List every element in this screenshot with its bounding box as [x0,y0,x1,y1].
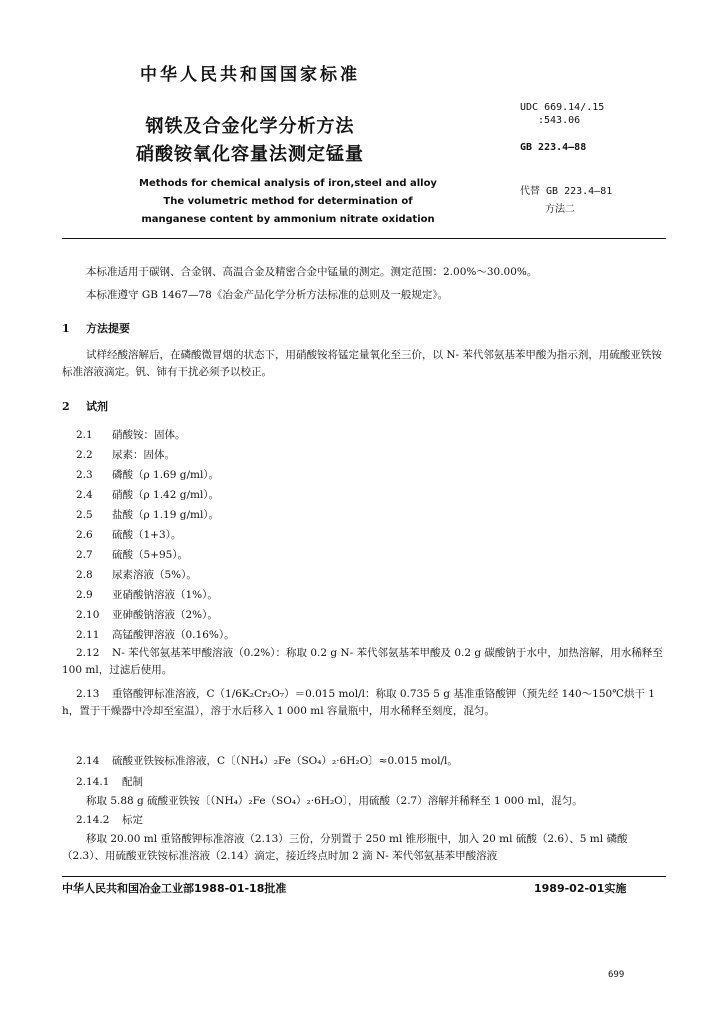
udc-code: UDC 669.14/.15 [520,102,605,113]
section-number: 2 [62,400,70,413]
item-number: 2.2 [76,449,93,461]
standard-org-title: 中华人民共和国国家标准 [140,65,360,85]
reagent-item [76,627,235,642]
reagent-item [76,567,197,582]
replaces-note: 代替 GB 223.4—81 [520,186,613,197]
reagent-item [76,607,218,622]
gb-number: GB 223.4—88 [520,142,587,153]
implementation-date: 1989-02-01实施 [534,882,627,895]
item-number: 2.1 [76,429,93,441]
item-number: 2.14 [76,755,100,767]
reagent-2-14 [62,753,666,770]
item-text: N- 苯代邻氨基苯甲酸溶液（0.2%）：称取 0.2 g N- 苯代邻氨基苯甲酸及 0.2 g 碳酸钠于水中，加热溶解，用水稀释至 100 ml，过滤后使用。 [62,647,663,676]
item-number: 2.6 [76,529,93,541]
compliance-paragraph: 本标准遵守 GB 1467—78《冶金产品化学分析方法标准的总则及一般规定》。 [86,289,449,301]
method-label: 方法二 [545,204,575,215]
section-title: 方法提要 [86,322,130,335]
reagent-item [76,547,188,562]
english-title-line-2: The volumetric method for determination of [163,196,413,207]
page-number: 699 [608,970,625,980]
reagent-item [76,487,219,502]
item-text: 硝酸（ρ 1.42 g/ml）。 [112,489,220,501]
scope-paragraph: 本标准适用于碳钢、合金钢、高温合金及精密合金中锰量的测定。测定范围：2.00%～30.00%。 [86,266,538,278]
item-text: 亚砷酸钠溶液（2%）。 [112,609,218,621]
section-1-text: 试样经酸溶解后，在磷酸微冒烟的状态下，用硝酸铵将锰定量氧化至三价，以 N- 苯代邻氨基苯甲酸为指示剂，用硫酸亚铁铵标准溶液滴定。钒、铈有干扰必须予以校正。 [62,349,662,378]
item-number: 2.12 [76,647,100,659]
item-text: 亚硝酸钠溶液（1%）。 [112,589,218,601]
item-text: 磷酸（ρ 1.69 g/ml）。 [112,469,220,481]
item-text: 硫酸亚铁铵标准溶液，C〔（NH₄）₂Fe（SO₄）₂·6H₂O〕≈0.015 mol/l。 [112,755,458,767]
section-title: 试剂 [86,400,108,413]
reagent-item [76,527,181,542]
reagent-item [76,447,175,462]
item-text: 硝酸铵：固体。 [112,429,186,441]
item-text: 硫酸（1+3）。 [112,529,182,541]
reagent-2-12 [62,645,666,679]
reagent-item [76,587,218,602]
item-text: 尿素：固体。 [112,449,175,461]
item-text: 尿素溶液（5%）。 [112,569,197,581]
title-line-2: 硝酸铵氧化容量法测定锰量 [136,144,364,165]
reagent-item [76,507,219,522]
item-title: 配制 [122,776,143,788]
item-text: 硫酸（5+95）。 [112,549,189,561]
item-number: 2.13 [76,688,100,700]
item-number: 2.14.2 [76,814,110,826]
item-number: 2.11 [76,629,100,641]
subsection-2-14-2 [76,812,143,827]
udc-code-cont: :543.06 [538,115,581,126]
item-number: 2.14.1 [76,776,110,788]
item-text: 重铬酸钾标准溶液，C（1/6K₂Cr₂O₇）＝0.015 mol/l：称取 0.735 5 g 基准重铬酸钾（预先经 140～150℃烘干 1 h，置于干燥器中冷却至室温），溶于水后移入 1 000 ml 容量瓶中，用水稀释至刻度，混匀。 [62,688,655,717]
reagent-item [76,467,219,482]
section-1-heading [62,320,130,336]
item-number: 2.7 [76,549,93,561]
english-title-line-1: Methods for chemical analysis of iron,steel and alloy [139,178,437,189]
subsection-2-14-1-text: 称取 5.88 g 硫酸亚铁铵〔（NH₄）₂Fe（SO₄）₂·6H₂O〕，用硫酸（2.7）溶解并稀释至 1 000 ml，混匀。 [86,795,583,807]
footer-divider [62,876,666,877]
approval-line: 中华人民共和国冶金工业部1988-01-18批准 [62,882,287,895]
reagent-item [76,427,186,442]
title-line-1: 钢铁及合金化学分析方法 [145,116,355,137]
header-divider [62,238,666,239]
english-title-line-3: manganese content by ammonium nitrate oxidation [141,214,435,225]
item-text: 盐酸（ρ 1.19 g/ml）。 [112,509,220,521]
item-number: 2.9 [76,589,93,601]
item-number: 2.5 [76,509,93,521]
section-number: 1 [62,322,70,335]
reagent-2-13 [62,686,666,720]
subsection-2-14-2-text: 移取 20.00 ml 重铬酸钾标准溶液（2.13）三份，分别置于 250 ml 锥形瓶中，加入 20 ml 硫酸（2.6）、5 ml 磷酸（2.3）、用硫酸亚铁铵标准溶液（2.14）滴定，接近终点时加 2 滴 N- 苯代邻氨基苯甲酸溶液 [62,833,628,862]
item-text: 高锰酸钾溶液（0.16%）。 [112,629,235,641]
item-title: 标定 [122,814,143,826]
item-number: 2.4 [76,489,93,501]
item-number: 2.10 [76,609,100,621]
subsection-2-14-1 [76,774,143,789]
item-number: 2.3 [76,469,93,481]
item-number: 2.8 [76,569,93,581]
section-2-heading [62,398,108,414]
